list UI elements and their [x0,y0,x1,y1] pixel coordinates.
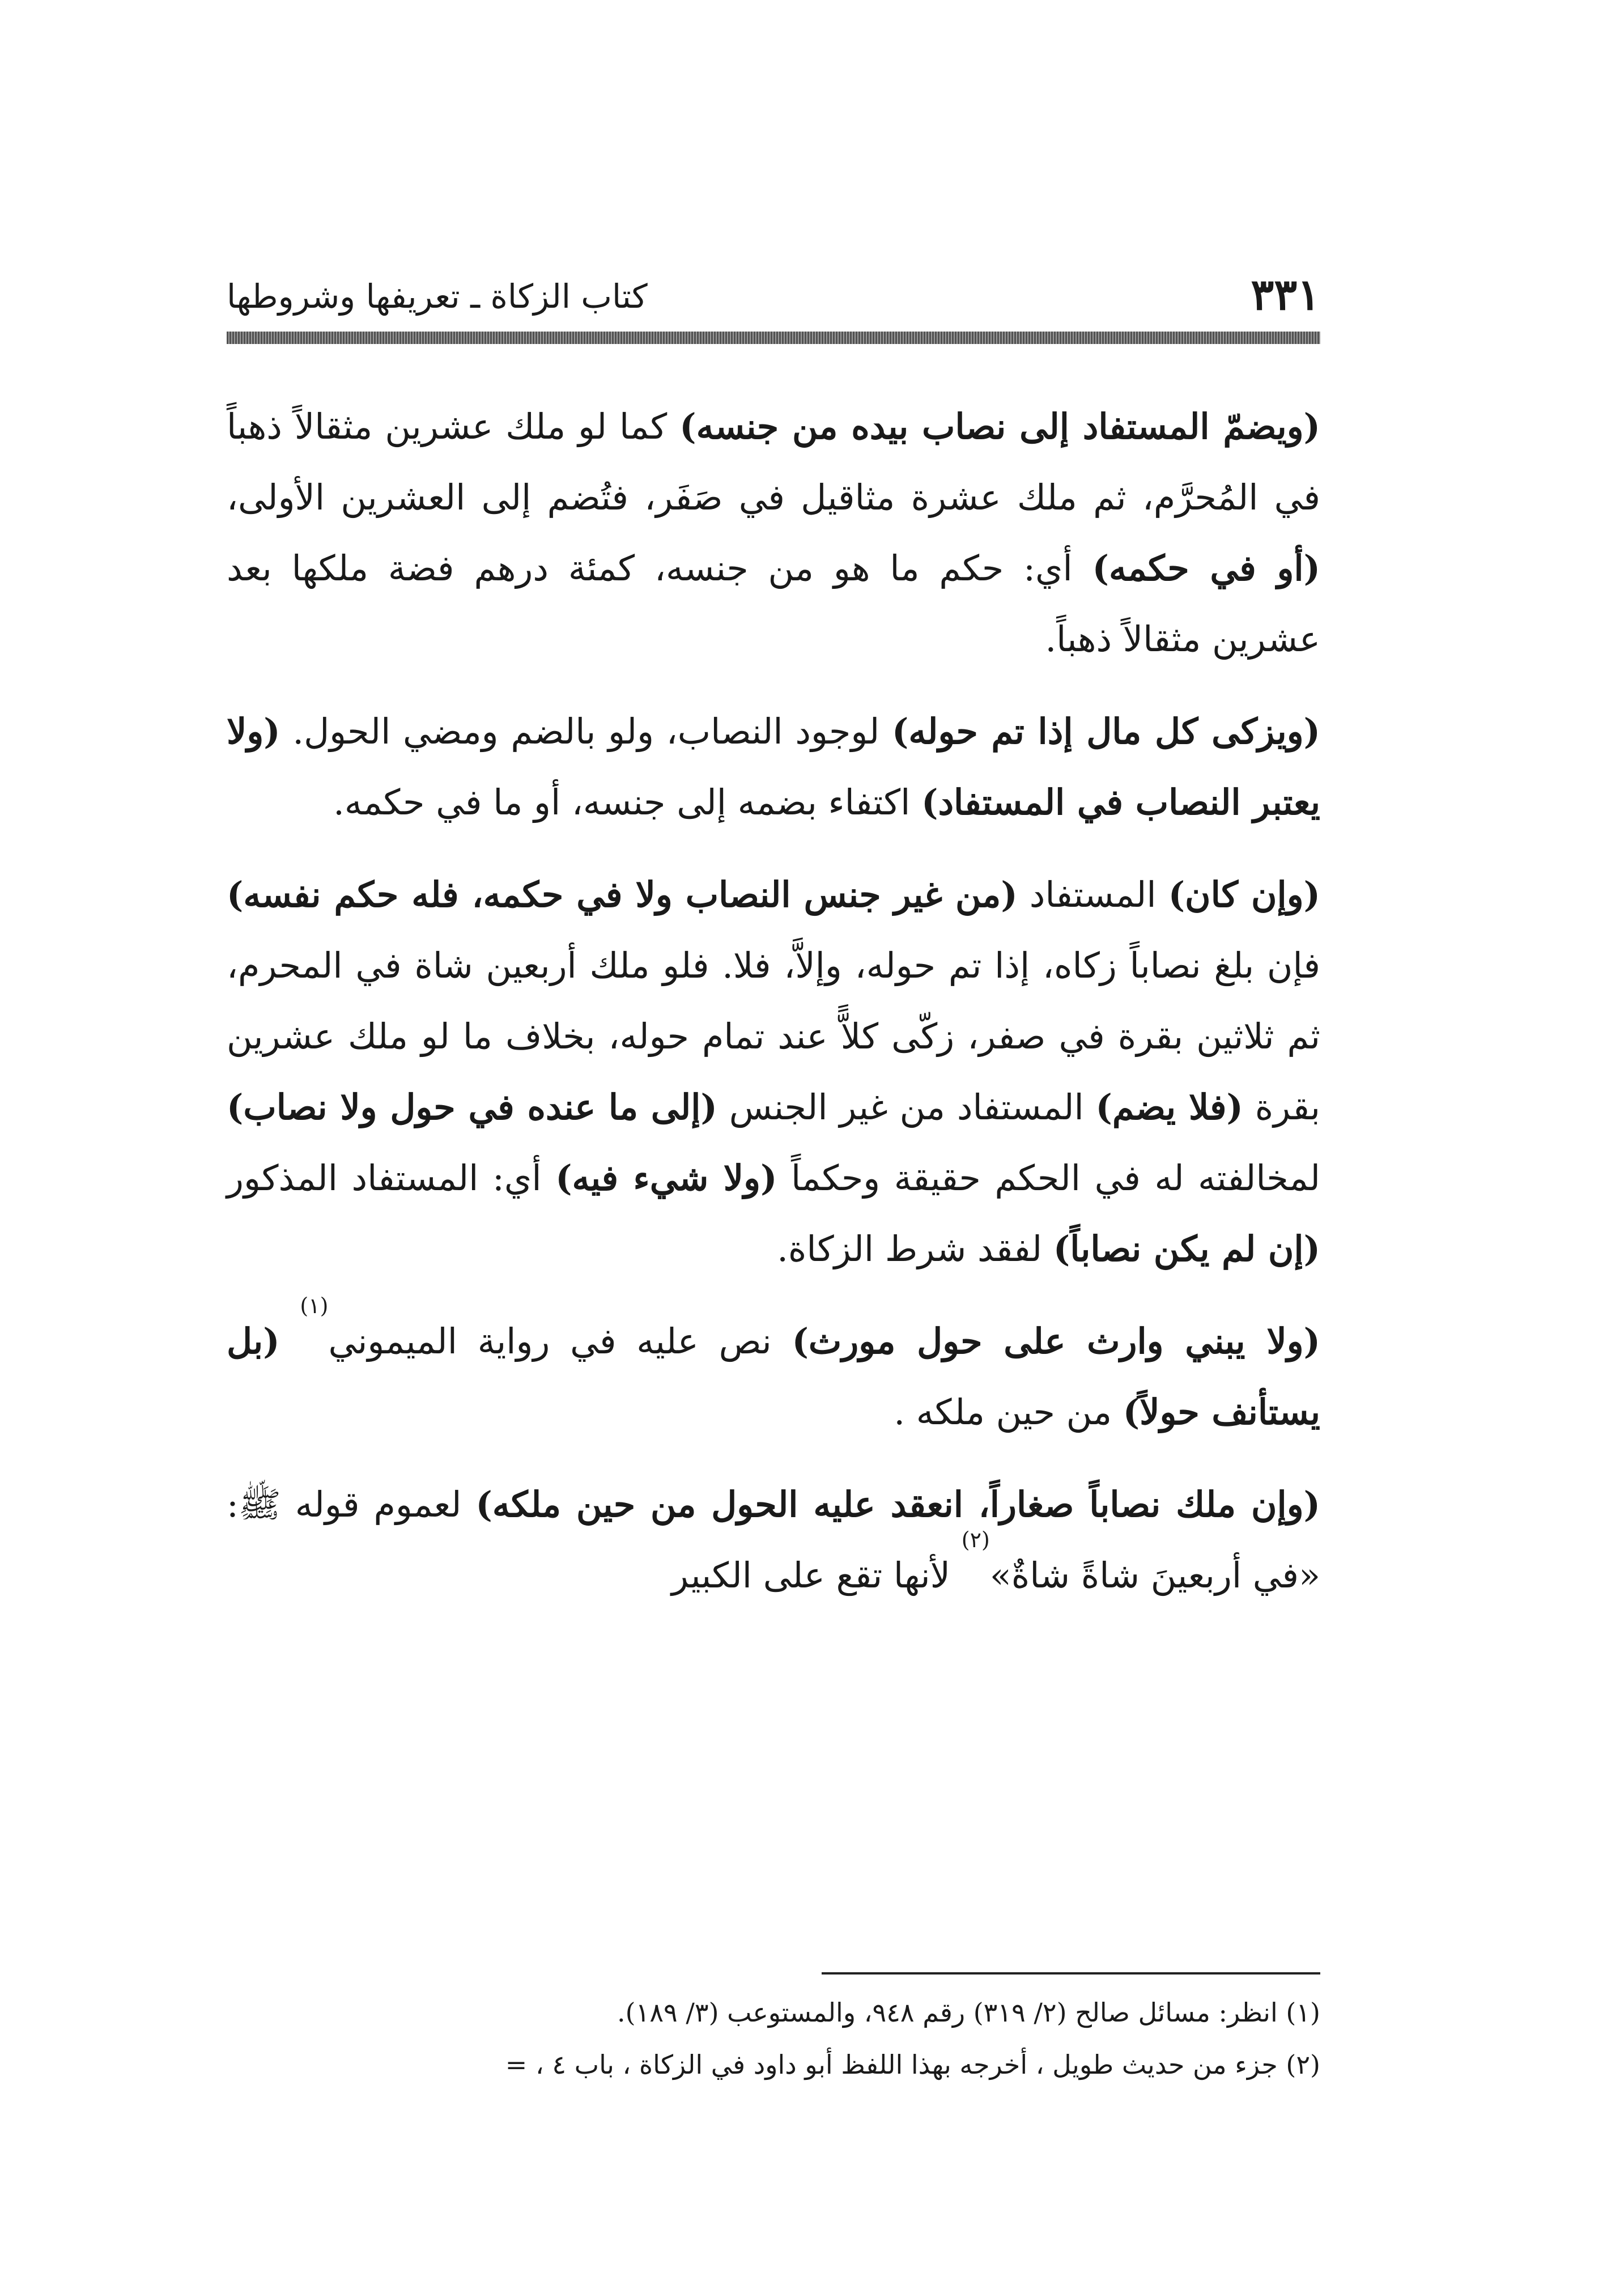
footnote-reference: (٢) [961,1527,990,1552]
matn-text: (ولا شيء فيه) [555,1157,777,1199]
matn-text: (ولا يبني وارث على حول مورث) [792,1320,1320,1362]
commentary-text: لعموم قوله ﷺ: «في أربعينَ شاةً شاةٌ» [227,1484,1320,1596]
running-header [227,266,1320,329]
commentary-text [280,1320,300,1362]
chapter-title: كتاب الزكاة ـ تعريفها وشروطها [227,277,648,316]
commentary-text: المستفاد من غير الجنس [717,1086,1096,1128]
matn-text: (فلا يضم) [1095,1086,1243,1128]
paragraph [227,696,1320,838]
commentary-text: من حين ملكه . [894,1391,1123,1433]
footnotes [227,1986,1320,2091]
matn-text: (وإن ملك نصاباً صغاراً، انعقد عليه الحول من حين ملكه) [475,1484,1320,1525]
commentary-text: فإن بلغ نصاباً زكاه، إذا تم حوله، وإلاَّ، فلا. فلو ملك أربعين شاة في المحرم، ثم ثلاثين بقرة في صفر، زكّى كلاًّ عند تمام حوله، بخلاف ما لو ملك عشرين بقرة [227,945,1321,1128]
commentary-text: كما لو ملك عشرين مثقالاً ذهباً في المُحرَّم، ثم ملك عشرة مثاقيل في صَفَر، فتُضم إلى العشرين الأولى، [227,406,1320,518]
paragraph [227,859,1320,1284]
commentary-text: نص عليه في رواية الميموني [328,1320,792,1362]
matn-text: (بل يستأنف حولاً) [227,1320,1320,1433]
footnote: (١) انظر: مسائل صالح (٢/ ٣١٩) رقم ٩٤٨، والمستوعب (٣/ ١٨٩). [617,1997,1320,2028]
matn-text: (ولا يعتبر النصاب في المستفاد) [227,711,1320,823]
commentary-text: اكتفاء بضمه إلى جنسه، أو ما في حكمه. [333,782,922,823]
commentary-text: لفقد شرط الزكاة. [777,1228,1053,1269]
matn-text: (إن لم يكن نصاباً) [1053,1228,1320,1269]
commentary-text: المستفاد [1017,874,1168,915]
matn-text: (وإن كان) [1168,874,1320,915]
matn-text: (ويزكى كل مال إذا تم حوله) [891,711,1320,752]
footnote: (٢) جزء من حديث طويل ، أخرجه بهذا اللفظ أبو داود في الزكاة ، باب ٤ ، = [505,2049,1320,2080]
paragraph [227,1293,1320,1447]
commentary-text: لوجود النصاب، ولو بالضم ومضي الحول. [280,711,892,752]
commentary-text: أي: حكم ما هو من جنسه، كمئة درهم فضة ملكها بعد عشرين مثقالاً ذهباً. [227,547,1320,660]
main-text [227,391,1320,1632]
matn-text: (ويضمّ المستفاد إلى نصاب بيده من جنسه) [679,406,1320,447]
matn-text: (أو في حكمه) [1092,547,1320,589]
commentary-text: أي: المستفاد المذكور [227,1157,556,1199]
matn-text: (إلى ما عنده في حول ولا نصاب) [227,1086,717,1128]
footnote-divider [822,1972,1320,1974]
footnote-reference: (١) [300,1293,329,1318]
page-number: ٣٣١ [1251,269,1320,320]
commentary-text: لأنها تقع على الكبير [671,1555,962,1596]
paragraph [227,391,1320,674]
commentary-text: لمخالفته له في الحكم حقيقة وحكماً [777,1157,1320,1199]
matn-text: (من غير جنس النصاب ولا في حكمه، فله حكم نفسه) [227,874,1018,915]
header-divider [227,332,1320,344]
paragraph [227,1469,1320,1611]
